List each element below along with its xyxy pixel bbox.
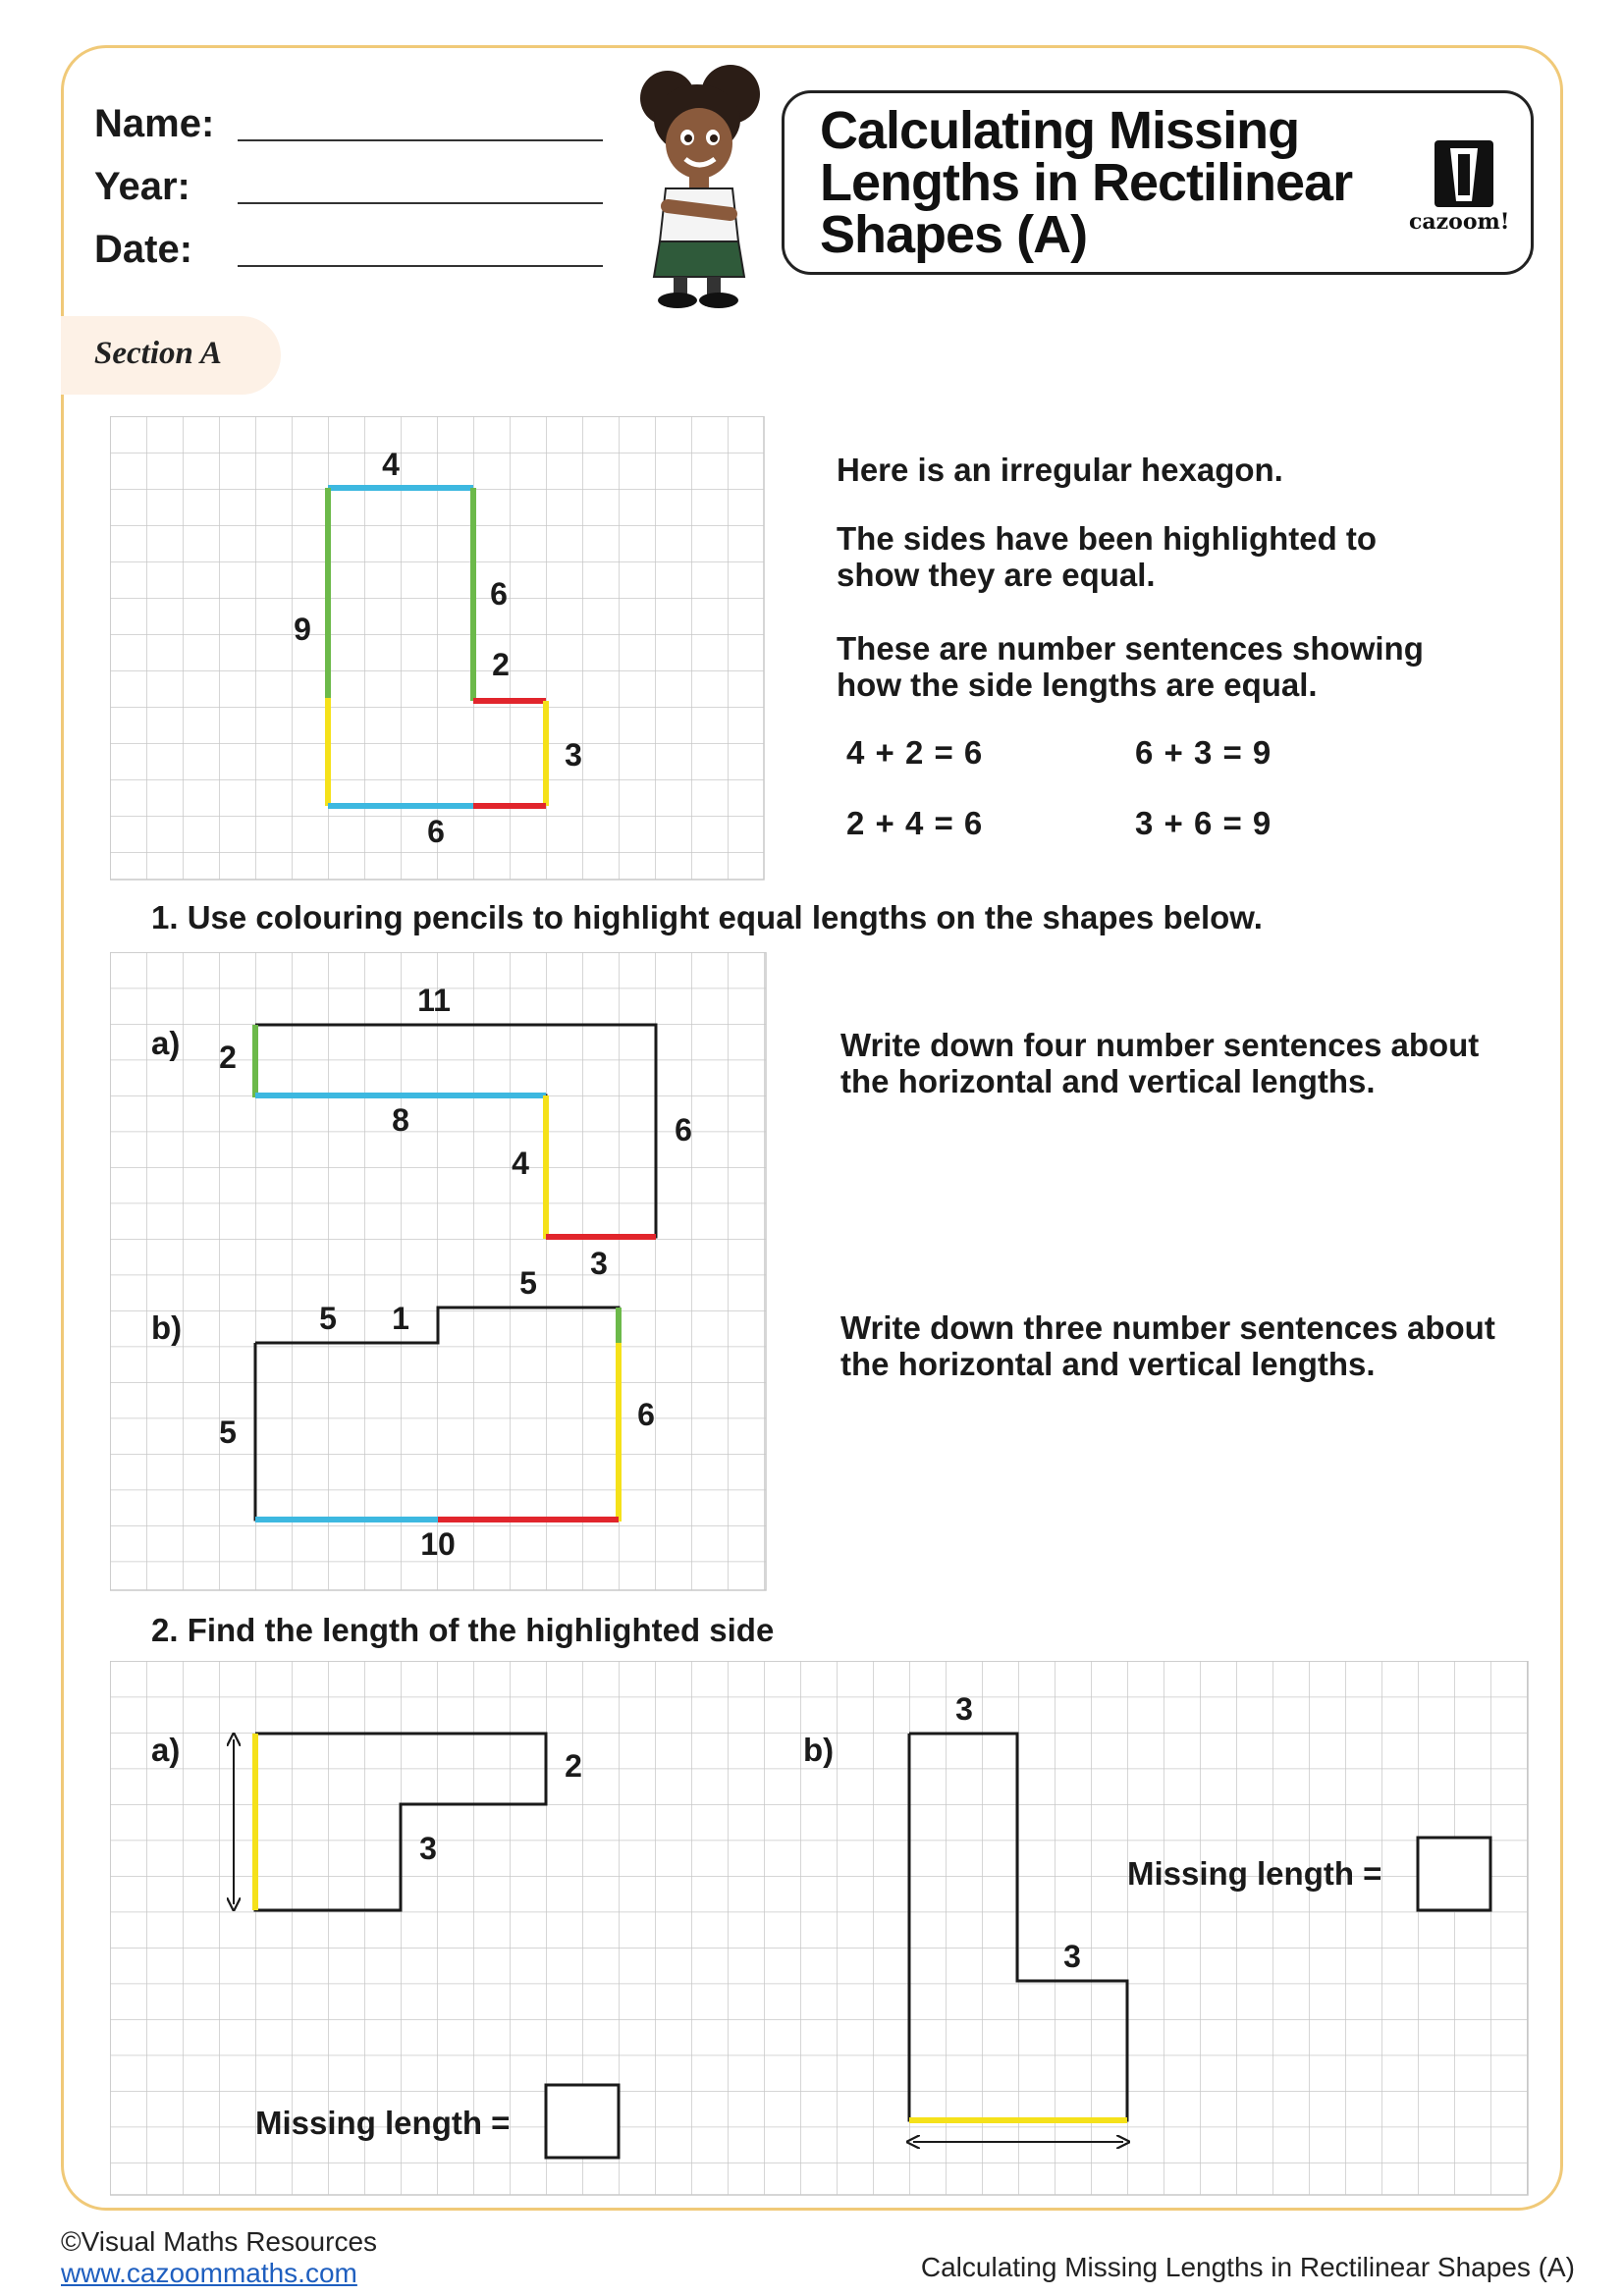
cazoom-logo-text: cazoom! <box>1409 209 1510 235</box>
equation-3: 2 + 4 = 6 <box>846 805 984 841</box>
label-step: 2 <box>492 647 510 682</box>
label-right-upper: 6 <box>490 576 508 612</box>
q2b-missing-length-label: Missing length = <box>1127 1855 1382 1892</box>
example-sentences-note: These are number sentences showing how the side lengths are equal. <box>837 630 1424 703</box>
date-field[interactable] <box>238 265 603 267</box>
q2b-answer-box[interactable] <box>1418 1838 1490 1910</box>
shape-a-length-bottom: 3 <box>590 1246 608 1281</box>
shape-b-length-top-left: 5 <box>319 1301 337 1336</box>
equation-1: 4 + 2 = 6 <box>846 734 984 771</box>
section-tab <box>61 316 281 395</box>
shape-b-length-left: 5 <box>219 1415 237 1450</box>
example-highlight-note: The sides have been highlighted to show they are equal. <box>837 520 1378 593</box>
footer-website-link[interactable]: www.cazoommaths.com <box>61 2258 357 2288</box>
shape-b-length-top-right: 5 <box>519 1265 537 1301</box>
example-intro: Here is an irregular hexagon. <box>837 452 1283 488</box>
title-box <box>782 90 1534 275</box>
name-label: Name: <box>94 102 215 145</box>
part-a-instruction: Write down four number sentences about the horizontal and vertical lengths. <box>840 1027 1480 1099</box>
question-1-diagram <box>110 952 768 1594</box>
label-left: 9 <box>294 612 311 647</box>
year-field[interactable] <box>238 202 603 204</box>
equation-2: 6 + 3 = 9 <box>1135 734 1272 771</box>
shape-2b-length-step: 3 <box>1063 1939 1081 1974</box>
q2-part-b-label: b) <box>803 1732 835 1768</box>
label-top: 4 <box>382 447 400 482</box>
shape-b-length-step: 1 <box>392 1301 409 1336</box>
shape-2a-length-step: 3 <box>419 1831 437 1866</box>
name-field[interactable] <box>238 139 603 141</box>
shape-a-length-inner-h: 8 <box>392 1102 409 1138</box>
part-b-instruction: Write down three number sentences about the horizontal and vertical lengths. <box>840 1309 1495 1382</box>
question-2-prompt: 2. Find the length of the highlighted side <box>151 1612 775 1648</box>
section-label: Section A <box>94 336 222 371</box>
part-a-label: a) <box>151 1025 181 1061</box>
footer-copyright: ©Visual Maths Resources <box>61 2226 378 2257</box>
cazoom-logo-icon <box>1433 138 1495 209</box>
date-label: Date: <box>94 228 193 271</box>
student-mascot-illustration <box>624 59 778 310</box>
year-label: Year: <box>94 165 190 208</box>
shape-a-length-left: 2 <box>219 1040 237 1075</box>
label-right-lower: 3 <box>565 737 582 773</box>
shape-a-length-top: 11 <box>417 983 451 1018</box>
label-bottom: 6 <box>427 814 445 849</box>
shape-2b-length-top: 3 <box>955 1691 973 1727</box>
question-2-diagram <box>110 1661 1532 2199</box>
shape-2a-length-right: 2 <box>565 1748 582 1784</box>
worksheet-title: Calculating Missing Lengths in Rectilinear Shapes (A) <box>820 101 1353 264</box>
question-1-prompt: 1. Use colouring pencils to highlight equal lengths on the shapes below. <box>151 899 1263 935</box>
grid-background <box>110 952 766 1590</box>
q2-part-a-label: a) <box>151 1732 181 1768</box>
example-hexagon-diagram <box>110 416 768 881</box>
equation-4: 3 + 6 = 9 <box>1135 805 1272 841</box>
part-b-label: b) <box>151 1309 183 1346</box>
q2a-answer-box[interactable] <box>546 2085 619 2158</box>
shape-a-length-right: 6 <box>675 1112 692 1148</box>
shape-b-length-right: 6 <box>637 1397 655 1432</box>
shape-b-length-bottom: 10 <box>420 1526 456 1562</box>
footer-doc-title: Calculating Missing Lengths in Rectilinear Shapes (A) <box>920 2252 1575 2282</box>
shape-a-length-inner-v: 4 <box>512 1146 529 1181</box>
q2a-missing-length-label: Missing length = <box>255 2105 511 2141</box>
